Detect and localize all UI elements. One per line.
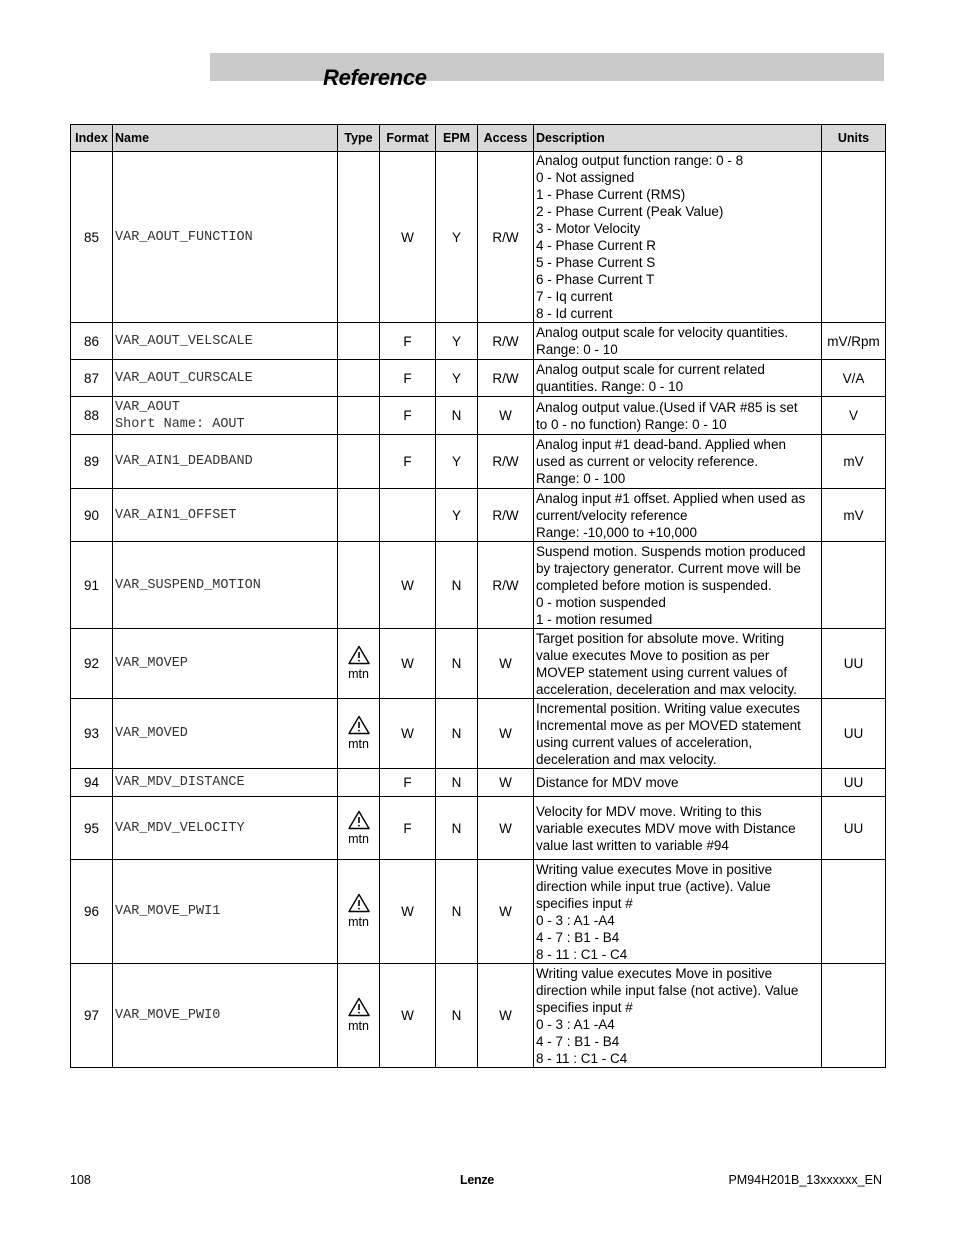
cell-description — [534, 964, 822, 1068]
description-line: 2 - Phase Current (Peak Value) — [536, 204, 724, 219]
description-line: 4 - 7 : B1 - B4 — [536, 1033, 620, 1049]
description-line: Writing value executes Move in positive — [536, 965, 773, 981]
cell-index: 92 — [71, 629, 113, 699]
cell-name — [113, 489, 338, 542]
cell-type — [338, 152, 380, 323]
col-header-epm: EPM — [436, 125, 478, 152]
description-line: Writing value executes Move in positive — [536, 861, 773, 877]
type-marker — [348, 645, 370, 682]
name-line: VAR_AOUT — [115, 399, 180, 415]
cell-format: W — [380, 542, 436, 629]
name-line: VAR_MDV_VELOCITY — [115, 820, 245, 836]
page-number: 108 — [70, 1173, 91, 1187]
col-header-index: Index — [71, 125, 113, 152]
cell-access: W — [478, 797, 534, 860]
table-row — [71, 860, 886, 964]
cell-units: V/A — [822, 360, 886, 397]
header-band — [210, 53, 884, 81]
cell-index: 93 — [71, 699, 113, 769]
warning-triangle-icon — [348, 893, 370, 913]
cell-description — [534, 435, 822, 489]
table-body — [71, 152, 886, 1068]
description-line: 0 - motion suspended — [536, 594, 666, 610]
cell-description — [534, 323, 822, 360]
cell-name — [113, 860, 338, 964]
cell-format: F — [380, 769, 436, 797]
description-line: Analog output scale for current related — [536, 362, 765, 377]
cell-name — [113, 769, 338, 797]
type-label: mtn — [348, 831, 369, 846]
description-line: completed before motion is suspended. — [536, 577, 772, 593]
description-line: Target position for absolute move. Writing — [536, 630, 785, 646]
cell-access: W — [478, 769, 534, 797]
description-line: acceleration, deceleration and max velocity. — [536, 681, 797, 697]
table-row — [71, 542, 886, 629]
description-line: quantities. Range: 0 - 10 — [536, 379, 684, 394]
warning-triangle-icon — [348, 810, 370, 830]
description-line: MOVEP statement using current values of — [536, 664, 788, 680]
description-line: 4 - Phase Current R — [536, 238, 657, 253]
cell-access: R/W — [478, 152, 534, 323]
cell-description — [534, 629, 822, 699]
description-line: direction while input false (not active). Value — [536, 982, 799, 998]
cell-format: F — [380, 323, 436, 360]
type-marker — [348, 715, 370, 752]
cell-access: R/W — [478, 360, 534, 397]
description-line: Analog output function range: 0 - 8 — [536, 153, 744, 168]
table-row — [71, 964, 886, 1068]
description-line: 1 - motion resumed — [536, 611, 653, 627]
table-row — [71, 629, 886, 699]
brand-logo: Lenze — [460, 1173, 494, 1187]
table-row — [71, 699, 886, 769]
cell-name — [113, 360, 338, 397]
type-label: mtn — [348, 1019, 369, 1033]
description-line: 0 - 3 : A1 -A4 — [536, 1016, 615, 1032]
cell-type — [338, 629, 380, 699]
cell-type — [338, 489, 380, 542]
description-line: 8 - 11 : C1 - C4 — [536, 1050, 628, 1066]
cell-epm: N — [436, 769, 478, 797]
col-header-access: Access — [478, 125, 534, 152]
cell-format — [380, 489, 436, 542]
type-label: mtn — [348, 667, 369, 681]
cell-type — [338, 360, 380, 397]
cell-format: W — [380, 860, 436, 964]
description-line: 8 - 11 : C1 - C4 — [536, 946, 628, 962]
description-line: 8 - Id current — [536, 306, 613, 321]
description-line: using current values of acceleration, — [536, 734, 753, 750]
cell-name — [113, 542, 338, 629]
cell-access: W — [478, 397, 534, 435]
description-line: variable executes MDV move with Distance — [536, 820, 796, 836]
cell-format: F — [380, 797, 436, 860]
warning-triangle-icon — [348, 645, 370, 665]
name-line: VAR_MDV_DISTANCE — [115, 775, 245, 790]
description-line: 1 - Phase Current (RMS) — [536, 187, 686, 202]
cell-format: F — [380, 435, 436, 489]
description-line: Incremental position. Writing value executes — [536, 700, 800, 716]
cell-units: UU — [822, 629, 886, 699]
description-line: used as current or velocity reference. — [536, 454, 759, 469]
cell-units: V — [822, 397, 886, 435]
description-line: 7 - Iq current — [536, 289, 613, 304]
warning-triangle-icon — [348, 997, 370, 1017]
description-line: specifies input # — [536, 895, 633, 911]
table-row — [71, 489, 886, 542]
cell-description — [534, 769, 822, 797]
type-label: mtn — [348, 737, 369, 751]
cell-access: W — [478, 860, 534, 964]
cell-epm: N — [436, 860, 478, 964]
name-line: VAR_MOVE_PWI1 — [115, 904, 221, 919]
description-line: value last written to variable #94 — [536, 837, 729, 853]
description-line: deceleration and max velocity. — [536, 751, 717, 767]
cell-name — [113, 964, 338, 1068]
name-line: VAR_SUSPEND_MOTION — [115, 577, 261, 593]
cell-description — [534, 860, 822, 964]
name-line: Short Name: AOUT — [115, 416, 245, 432]
cell-index: 86 — [71, 323, 113, 360]
name-line: VAR_AOUT_FUNCTION — [115, 229, 253, 245]
description-line: value executes Move to position as per — [536, 647, 770, 663]
cell-description — [534, 797, 822, 860]
col-header-description: Description — [534, 125, 822, 152]
table-row — [71, 769, 886, 797]
cell-access: W — [478, 629, 534, 699]
cell-access: R/W — [478, 542, 534, 629]
cell-description — [534, 699, 822, 769]
description-line: Distance for MDV move — [536, 775, 679, 790]
type-marker — [348, 893, 370, 930]
cell-units — [822, 964, 886, 1068]
description-line: 0 - Not assigned — [536, 170, 635, 185]
name-line: VAR_MOVEP — [115, 656, 188, 671]
cell-type — [338, 699, 380, 769]
description-line: Velocity for MDV move. Writing to this — [536, 803, 762, 819]
description-line: Incremental move as per MOVED statement — [536, 717, 801, 733]
cell-epm: N — [436, 699, 478, 769]
cell-description — [534, 152, 822, 323]
cell-access: W — [478, 964, 534, 1068]
cell-units: UU — [822, 797, 886, 860]
warning-triangle-icon — [348, 715, 370, 735]
name-line: VAR_MOVED — [115, 726, 188, 741]
cell-index: 91 — [71, 542, 113, 629]
col-header-type: Type — [338, 125, 380, 152]
cell-epm: N — [436, 797, 478, 860]
name-line: VAR_AOUT_CURSCALE — [115, 370, 253, 386]
cell-units: UU — [822, 769, 886, 797]
cell-epm: Y — [436, 323, 478, 360]
cell-name — [113, 629, 338, 699]
cell-epm: Y — [436, 152, 478, 323]
cell-access: R/W — [478, 323, 534, 360]
cell-type — [338, 797, 380, 860]
table-row — [71, 397, 886, 435]
cell-type — [338, 542, 380, 629]
cell-units: UU — [822, 699, 886, 769]
cell-units — [822, 152, 886, 323]
cell-units: mV — [822, 435, 886, 489]
description-line: to 0 - no function) Range: 0 - 10 — [536, 416, 727, 432]
description-line: Range: 0 - 10 — [536, 342, 618, 357]
cell-index: 96 — [71, 860, 113, 964]
cell-epm: Y — [436, 489, 478, 542]
description-line: specifies input # — [536, 999, 633, 1015]
col-header-units: Units — [822, 125, 886, 152]
description-line: direction while input true (active). Value — [536, 878, 771, 894]
cell-name — [113, 152, 338, 323]
cell-type — [338, 769, 380, 797]
cell-description — [534, 542, 822, 629]
reference-table — [70, 124, 886, 1068]
cell-format: W — [380, 699, 436, 769]
cell-epm: N — [436, 964, 478, 1068]
description-line: 0 - 3 : A1 -A4 — [536, 912, 615, 928]
description-line: Range: 0 - 100 — [536, 471, 626, 486]
type-marker — [348, 997, 370, 1034]
table-row — [71, 323, 886, 360]
cell-name — [113, 435, 338, 489]
cell-epm: Y — [436, 360, 478, 397]
cell-index: 89 — [71, 435, 113, 489]
cell-units — [822, 860, 886, 964]
col-header-name: Name — [113, 125, 338, 152]
cell-epm: N — [436, 629, 478, 699]
col-header-format: Format — [380, 125, 436, 152]
document-id: PM94H201B_13xxxxxx_EN — [728, 1173, 882, 1187]
description-line: current/velocity reference — [536, 507, 688, 523]
description-line: 4 - 7 : B1 - B4 — [536, 929, 620, 945]
cell-name — [113, 797, 338, 860]
cell-description — [534, 489, 822, 542]
cell-type — [338, 964, 380, 1068]
cell-name — [113, 397, 338, 435]
cell-format: F — [380, 360, 436, 397]
name-line: VAR_AIN1_OFFSET — [115, 507, 237, 523]
cell-format: W — [380, 629, 436, 699]
table-header-row — [71, 125, 886, 152]
name-line: VAR_AOUT_VELSCALE — [115, 333, 253, 349]
description-line: 6 - Phase Current T — [536, 272, 655, 287]
cell-units — [822, 542, 886, 629]
cell-index: 97 — [71, 964, 113, 1068]
cell-description — [534, 397, 822, 435]
cell-access: W — [478, 699, 534, 769]
description-line: Analog output value.(Used if VAR #85 is set — [536, 399, 798, 415]
cell-name — [113, 323, 338, 360]
table-row — [71, 360, 886, 397]
cell-format: W — [380, 964, 436, 1068]
cell-index: 85 — [71, 152, 113, 323]
description-line: Analog input #1 offset. Applied when used as — [536, 490, 806, 506]
cell-description — [534, 360, 822, 397]
cell-units: mV/Rpm — [822, 323, 886, 360]
description-line: Analog output scale for velocity quantities. — [536, 325, 789, 340]
type-label: mtn — [348, 915, 369, 929]
cell-index: 90 — [71, 489, 113, 542]
name-line: VAR_AIN1_DEADBAND — [115, 454, 253, 469]
table-row — [71, 435, 886, 489]
cell-format: F — [380, 397, 436, 435]
cell-index: 88 — [71, 397, 113, 435]
table-row — [71, 797, 886, 860]
cell-access: R/W — [478, 435, 534, 489]
description-line: Analog input #1 dead-band. Applied when — [536, 437, 786, 452]
cell-units: mV — [822, 489, 886, 542]
cell-type — [338, 435, 380, 489]
table-row — [71, 152, 886, 323]
description-line: Suspend motion. Suspends motion produced — [536, 543, 806, 559]
description-line: 3 - Motor Velocity — [536, 221, 641, 236]
cell-name — [113, 699, 338, 769]
cell-epm: N — [436, 397, 478, 435]
cell-index: 94 — [71, 769, 113, 797]
cell-type — [338, 397, 380, 435]
cell-epm: Y — [436, 435, 478, 489]
name-line: VAR_MOVE_PWI0 — [115, 1008, 221, 1023]
cell-type — [338, 860, 380, 964]
type-marker — [348, 810, 370, 847]
cell-epm: N — [436, 542, 478, 629]
cell-index: 87 — [71, 360, 113, 397]
cell-index: 95 — [71, 797, 113, 860]
cell-access: R/W — [478, 489, 534, 542]
description-line: Range: -10,000 to +10,000 — [536, 524, 698, 540]
cell-format: W — [380, 152, 436, 323]
cell-type — [338, 323, 380, 360]
description-line: by trajectory generator. Current move will be — [536, 560, 801, 576]
description-line: 5 - Phase Current S — [536, 255, 656, 270]
section-title: Reference — [323, 65, 427, 90]
